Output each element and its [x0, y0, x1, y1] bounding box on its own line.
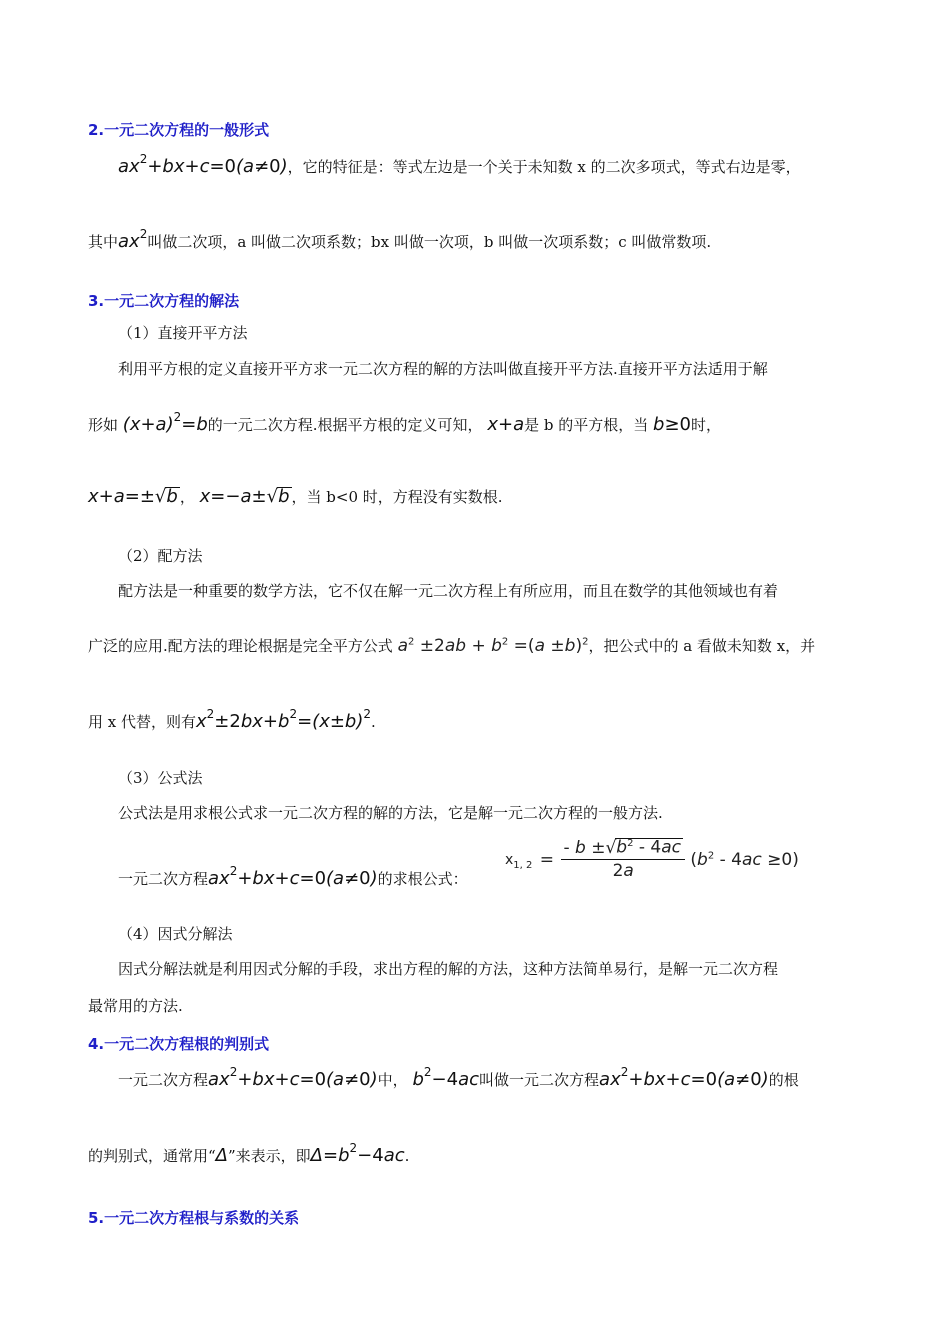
sec4-line-2: [88, 1141, 410, 1167]
section-2-heading: 2.一元二次方程的一般形式: [88, 121, 270, 139]
sec4-line-1: [118, 1065, 799, 1091]
sec2-line-1: [118, 152, 801, 178]
x-plus-a: x+a: [487, 414, 525, 435]
sec4-l2-b: ”来表示，即: [228, 1147, 311, 1165]
ax2-term: $ax^2$: [118, 227, 148, 252]
sec4-l1-c: 叫做一元二次方程: [479, 1071, 600, 1089]
method-3-para-2: [118, 864, 468, 890]
m2-p3-b: .: [371, 713, 376, 731]
m2-p2-b: ，把公式中的 a 看做未知数 x，并: [588, 637, 816, 655]
method-4-para-2: 最常用的方法.: [88, 997, 183, 1015]
section-5-heading: 5.一元二次方程根与系数的关系: [88, 1209, 300, 1227]
method-1-para-1: 利用平方根的定义直接开平方求一元二次方程的解的方法叫做直接开平方法.直接开平方法适用于解: [118, 360, 768, 378]
sec4-l1-b: 中，: [377, 1071, 408, 1089]
general-form-formula: $ax^2+bx+c=0(a\ne 0)$: [118, 152, 288, 177]
m1-p2-a: 形如: [88, 416, 119, 434]
root-formula-1: x+a=±√b: [88, 486, 178, 507]
method-4-label: （4）因式分解法: [118, 925, 233, 943]
b-geq-0: b≥0: [653, 414, 692, 435]
m1-p3-tail: ，当 b<0 时，方程没有实数根.: [291, 488, 503, 506]
sec4-l1-a: 一元二次方程: [118, 1071, 209, 1089]
quadratic-formula: $x_{1, 2}$ = $\frac{- b \pm√b^2 - 4ac}{2a}$ $(b^2 - 4ac \ge 0)$: [505, 838, 799, 881]
sec2-line-2-text: 叫做二次项，a 叫做二次项系数；bx 叫做一次项，b 叫做一次项系数；c 叫做常数项.: [147, 233, 712, 251]
m3-p2-a: 一元二次方程: [118, 870, 209, 888]
method-3-label: （3）公式法: [118, 769, 203, 787]
section-4-heading: 4.一元二次方程根的判别式: [88, 1035, 270, 1053]
sec4-l2-a: 的判别式，通常用“: [88, 1147, 216, 1165]
m1-p2-d: 时，: [691, 416, 722, 434]
m2-p2-a: 广泛的应用.配方法的理论根据是完全平方公式: [88, 637, 393, 655]
sec2-line-1-text: ，它的特征是：等式左边是一个关于未知数 x 的二次多项式，等式右边是零，: [287, 158, 801, 176]
method-1-label: （1）直接开平方法: [118, 324, 248, 342]
method-2-para-3: [88, 707, 376, 733]
completed-square-formula: $x^2\pm 2bx+b^2=(x\pm b)^2$: [196, 707, 372, 732]
perfect-square-formula: $a^2 \pm 2ab + b^2 =(a \pm b)^2$: [397, 636, 589, 656]
m1-p3-sep: ，: [179, 488, 195, 506]
general-form-formula-3: $ax^2+bx+c=0(a\ne 0)$: [208, 1065, 378, 1090]
sec4-l2-c: .: [404, 1147, 410, 1165]
method-1-para-2: [88, 410, 722, 436]
method-2-para-2: [88, 636, 815, 656]
m2-p3-a: 用 x 代替，则有: [88, 713, 196, 731]
sec4-l1-d: 的根: [768, 1071, 799, 1089]
section-3-heading: 3.一元二次方程的解法: [88, 292, 240, 310]
general-form-formula-2: $ax^2+bx+c=0(a\ne 0)$: [208, 864, 378, 889]
method-3-para-1: 公式法是用求根公式求一元二次方程的解的方法，它是解一元二次方程的一般方法.: [118, 804, 663, 822]
root-formula-2: x=−a±√b: [199, 486, 290, 507]
m1-p2-b: 的一元二次方程.根据平方根的定义可知，: [207, 416, 483, 434]
sec2-line-2: [88, 227, 712, 253]
sec2-line-2-prefix: 其中: [88, 233, 119, 251]
delta-definition: $\Delta=b^2-4ac$: [310, 1141, 405, 1166]
m3-p2-b: 的求根公式：: [377, 870, 468, 888]
discriminant-expression: $b^2-4ac$: [412, 1065, 480, 1090]
method-4-para-1: 因式分解法就是利用因式分解的手段，求出方程的解的方法，这种方法简单易行，是解一元二次方程: [118, 960, 779, 978]
method-2-label: （2）配方法: [118, 547, 203, 565]
method-2-para-1: 配方法是一种重要的数学方法，它不仅在解一元二次方程上有所应用，而且在数学的其他领域也有着: [118, 582, 779, 600]
delta-symbol: Δ: [215, 1145, 228, 1166]
general-form-formula-4: $ax^2+bx+c=0(a\ne 0)$: [599, 1065, 769, 1090]
m1-p2-c: 是 b 的平方根，当: [524, 416, 649, 434]
method-1-para-3: [88, 486, 503, 508]
form-x-plus-a-squared: $(x+a)^2=b$: [122, 410, 208, 435]
